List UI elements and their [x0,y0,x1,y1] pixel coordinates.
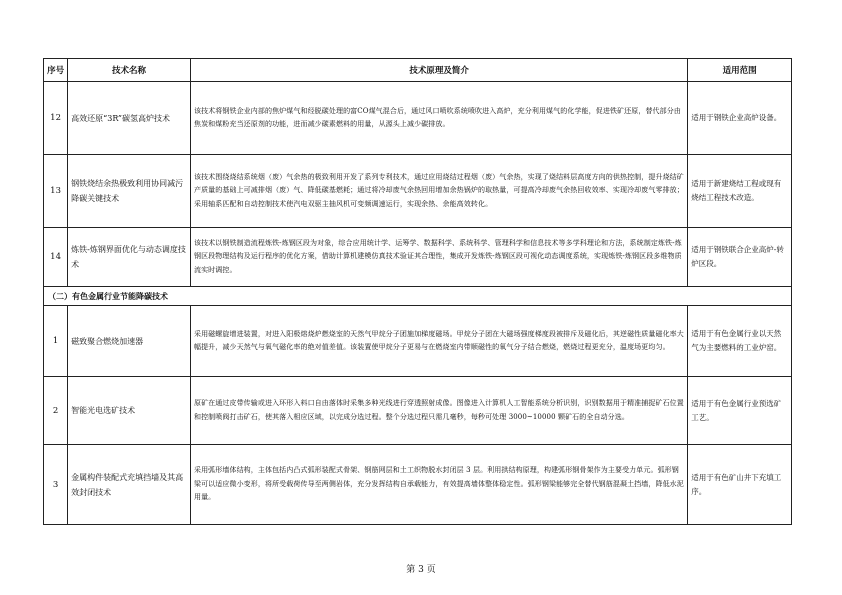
row-desc: 该技术围绕烧结系统烟（废）气余热的极致利用开发了系列专利技术，通过应用烧结过程烟（废）气余热，实现了烧结料层高度方向的供热控制，提升烧结矿产质量的基础上可减排烟（废）气、降低碳基燃耗；通过将冷却废气余热回用增加余热锅炉的取热量，可提高冷却废气余热回收效率、实现冷却废气零排放；采用轴系匹配和自动控制技术使汽电双驱主抽风机可变频调速运行，实现余热、余能高效转化。 [190,155,687,228]
row-desc: 采用磁螺旋增进装置，对进入阳极熔烧炉燃烧室的天然气甲烷分子团施加梯度磁场。甲烷分子团在大磁场强度梯度段被排斥及磁化后，其逆磁性质量磁化率大幅提升，减少天然气与氧气磁化率的绝对值差值。该装置使甲烷分子更易与在燃烧室内带顺磁性的氧气分子结合燃烧，燃烧过程更充分，温度场更均匀。 [190,306,687,377]
row-name: 钢铁烧结余热极致利用协同减污降碳关键技术 [68,155,191,228]
header-no: 序号 [44,59,68,82]
table-header-row [44,59,792,82]
row-no: 14 [44,228,68,287]
header-desc: 技术原理及简介 [190,59,687,82]
row-name: 智能光电选矿技术 [68,377,191,445]
table-row [44,445,792,525]
row-no: 2 [44,377,68,445]
technology-table [43,58,792,525]
row-scope: 适用于钢铁企业高炉设备。 [688,82,792,155]
row-scope: 适用于有色矿山井下充填工序。 [688,445,792,525]
row-no: 3 [44,445,68,525]
row-desc: 该技术以钢铁制造流程炼铁-炼钢区段为对象，综合应用统计学、运筹学、数据科学、系统科学、管理科学和信息技术等多学科理论和方法，系统制定炼铁-炼钢区段物理结构及运行程序的优化方案，借助计算机建模仿真技术验证其合理性，集成开发炼铁-炼钢区段可视化动态调度系统，实现炼铁-炼钢区段多维物质流实时调控。 [190,228,687,287]
row-scope: 适用于新建烧结工程或现有烧结工程技术改造。 [688,155,792,228]
table-row [44,82,792,155]
row-desc: 采用弧形墙体结构，主体包括内凸式弧形装配式骨架、钢筋网层和土工织物脱水封闭层 3 层。利用拱结构原理，构建弧形钢骨架作为主要受力单元。弧形钢梁可以适应微小变形，将所受载荷传导至两侧岩体，充分发挥结构自承载能力，有效提高墙体整体稳定性。弧形钢梁能够完全替代钢筋混凝土挡墙，降低水泥用量。 [190,445,687,525]
table-row [44,306,792,377]
row-name: 磁致聚合燃烧加速器 [68,306,191,377]
row-no: 13 [44,155,68,228]
row-name: 金属构件装配式充填挡墙及其高效封闭技术 [68,445,191,525]
table-row [44,377,792,445]
row-no: 1 [44,306,68,377]
header-scope: 适用范围 [688,59,792,82]
row-desc: 该技术将钢铁企业内部的焦炉煤气和经脱碳处理的富CO煤气混合后，通过风口喷吹系统喷吹进入高炉，充分利用煤气的化学能，促进铁矿还原，替代部分由焦炭和煤粉充当还原剂的功能，进而减少碳素燃料的用量，从源头上减少碳排放。 [190,82,687,155]
header-name: 技术名称 [68,59,191,82]
section-heading-row [44,287,792,306]
row-no: 12 [44,82,68,155]
row-desc: 原矿在通过皮带传输或进入环形入料口自由落体时采集多种光线进行穿透照射成像。图像进入计算机人工智能系统分析识别，识别数据用于精准捕捉矿石位置和控制喷阀打击矿石，使其落入相应区域，以完成分选过程。整个分选过程只需几毫秒，每秒可处理 3000~10000 颗矿石的全自动分选。 [190,377,687,445]
row-name: 高效还原“3R”碳氢高炉技术 [68,82,191,155]
section-heading: （二）有色金属行业节能降碳技术 [44,287,792,306]
page-number: 第 3 页 [406,565,436,575]
row-scope: 适用于钢铁联合企业高炉-转炉区段。 [688,228,792,287]
row-name: 炼铁-炼钢界面优化与动态调度技术 [68,228,191,287]
row-scope: 适用于有色金属行业预选矿工艺。 [688,377,792,445]
table-row [44,155,792,228]
table-row [44,228,792,287]
row-scope: 适用于有色金属行业以天然气为主要燃料的工业炉窑。 [688,306,792,377]
